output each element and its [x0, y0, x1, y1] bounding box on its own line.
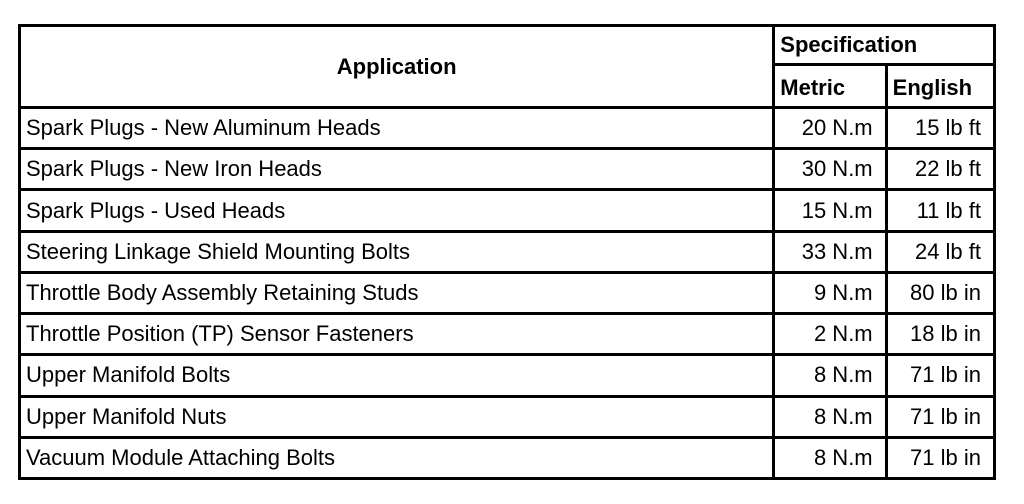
metric-cell: 8 N.m: [774, 355, 886, 396]
table-row: [20, 272, 995, 313]
application-cell: Spark Plugs - New Iron Heads: [20, 149, 774, 190]
english-cell: 11 lb ft: [886, 190, 994, 231]
fastener-spec-table: [18, 24, 996, 480]
application-cell: Spark Plugs - Used Heads: [20, 190, 774, 231]
table-row: [20, 437, 995, 478]
metric-cell: 2 N.m: [774, 314, 886, 355]
application-cell: Vacuum Module Attaching Bolts: [20, 437, 774, 478]
table-row: [20, 314, 995, 355]
english-cell: 80 lb in: [886, 272, 994, 313]
metric-cell: 33 N.m: [774, 231, 886, 272]
english-cell: 71 lb in: [886, 355, 994, 396]
table-row: [20, 231, 995, 272]
english-cell: 15 lb ft: [886, 108, 994, 149]
specification-header: Specification: [774, 26, 995, 65]
table-row: [20, 190, 995, 231]
english-cell: 22 lb ft: [886, 149, 994, 190]
metric-cell: 20 N.m: [774, 108, 886, 149]
application-cell: Throttle Body Assembly Retaining Studs: [20, 272, 774, 313]
metric-cell: 9 N.m: [774, 272, 886, 313]
table-row: [20, 355, 995, 396]
english-cell: 24 lb ft: [886, 231, 994, 272]
application-cell: Steering Linkage Shield Mounting Bolts: [20, 231, 774, 272]
english-cell: 71 lb in: [886, 437, 994, 478]
application-cell: Throttle Position (TP) Sensor Fasteners: [20, 314, 774, 355]
table-row: [20, 149, 995, 190]
application-cell: Upper Manifold Bolts: [20, 355, 774, 396]
metric-cell: 30 N.m: [774, 149, 886, 190]
metric-cell: 15 N.m: [774, 190, 886, 231]
application-cell: Spark Plugs - New Aluminum Heads: [20, 108, 774, 149]
metric-cell: 8 N.m: [774, 437, 886, 478]
application-header: Application: [20, 26, 774, 108]
table-row: [20, 108, 995, 149]
english-cell: 71 lb in: [886, 396, 994, 437]
application-cell: Upper Manifold Nuts: [20, 396, 774, 437]
metric-header: Metric: [774, 65, 886, 108]
english-header: English: [886, 65, 994, 108]
english-cell: 18 lb in: [886, 314, 994, 355]
table-row: [20, 396, 995, 437]
metric-cell: 8 N.m: [774, 396, 886, 437]
